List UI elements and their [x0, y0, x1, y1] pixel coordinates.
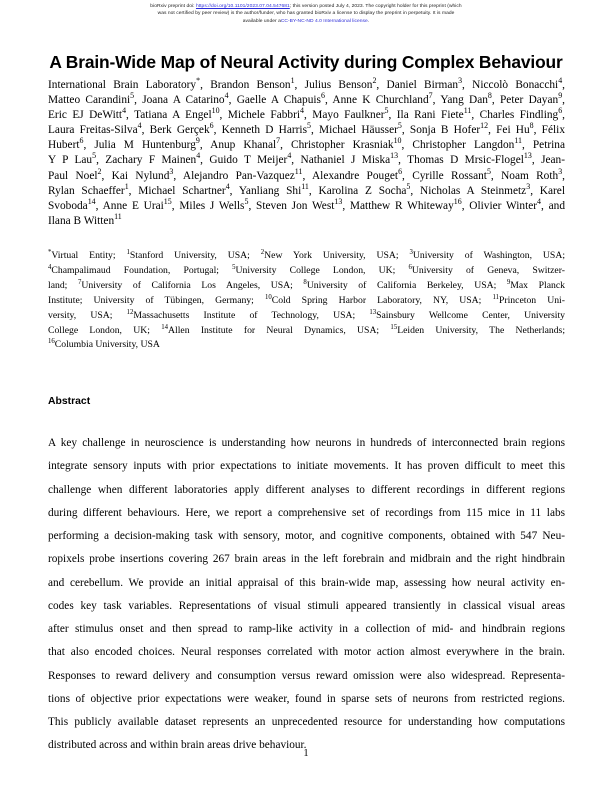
- abstract-line-5: performing a decision-making task with sensory, motor, and cognitive components, obtained with 547 Neu-: [48, 530, 565, 542]
- author-line-4: Laura Freitas-Silva$^4$, Berk Gerçek$^6$, Kenneth D Harris$^5$, Michael Häusser$^5$, Sonja B Hofer$^{12}$, Fei Hu$^8$, Félix: [48, 121, 565, 137]
- affiliation-line-3: land; $^7$University of California Los Angeles, USA; $^8$University of California Berkeley, USA; $^9$Max Planck: [48, 278, 565, 291]
- abstract-line-4: during different behaviours. Here, we report a comprehensive set of recordings from 115 mice in 11 labs: [48, 506, 565, 519]
- affiliation-line-6: College London, UK; $^{14}$Allen Institute for Neural Dynamics, USA; $^{15}$Leiden University, The Netherlands;: [48, 323, 566, 336]
- abstract-line-7: and cerebellum. We provide an initial appraisal of this brain-wide map, assessing how neural activity en-: [48, 576, 565, 589]
- page-title: A Brain-Wide Map of Neural Activity during Complex Behaviour: [49, 51, 563, 72]
- banner-line-2: was not certified by peer review) is the author/funder, who has granted bioRxiv a license to display the preprint in perpetuity. It is made: [157, 11, 455, 17]
- affiliation-line-7: $^{16}$Columbia University, USA: [48, 338, 160, 351]
- abstract-line-2: integrate sensory inputs with prior expectations to initiate movements. It has proven difficult to meet this: [48, 460, 565, 473]
- banner-license-suffix: .: [367, 18, 370, 24]
- abstract-line-11: Responses to reward delivery and consumption versus reward omission were also widespread. Representa-: [48, 669, 565, 682]
- abstract-heading: Abstract: [48, 396, 91, 407]
- doi-link[interactable]: https://doi.org/10.1101/2023.07.04.547681: [195, 4, 290, 9]
- abstract-line-14: distributed across and within brain areas drive behaviour.: [48, 739, 307, 752]
- author-line-3: Eric EJ DeWitt$^4$, Tatiana A Engel$^{10}$, Michele Fabbri$^4$, Mayo Faulkner$^5$, Ila Rani Fiete$^{11}$, Charles Findling$^6$,: [48, 106, 566, 122]
- abstract-line-13: This publicly available dataset represents an unprecedented resource for understanding how computations: [48, 716, 565, 728]
- abstract-line-9: after stimulus onset and then spread to ramp-like activity in a collection of mid- and hindbrain regions: [48, 623, 565, 635]
- abstract-line-6: ropixels probe insertions covering 267 brain areas in the left forebrain and midbrain and the right hindbrain: [48, 553, 565, 566]
- author-line-1: International Brain Laboratory*, Brandon Benson$^1$, Julius Benson$^2$, Daniel Birman$^3$, Niccolò Bonacchi$^4$,: [48, 76, 565, 91]
- abstract-line-8: codes key task variables. Representations of visual stimuli appeared transiently in classical visual areas: [48, 599, 565, 612]
- banner-line-1: [0, 3, 612, 10]
- affiliation-line-5: versity, USA; $^{12}$Massachusetts Institute of Technology, USA; $^{13}$Sainsbury Wellcome Center, University: [48, 308, 565, 321]
- author-line-7: Paul Noel$^2$, Kai Nylund$^3$, Alejandro Pan-Vazquez$^{11}$, Alexandre Pouget$^6$, Cyrille Rossant$^5$, Noam Roth$^3$,: [48, 166, 565, 182]
- author-line-10: Ilana B Witten$^{11}$: [48, 212, 122, 227]
- banner-license-prefix: available under a: [242, 18, 281, 24]
- page-number: 1: [303, 748, 309, 759]
- affiliation-line-1: *Virtual Entity; $^1$Stanford University, USA; $^2$New York University, USA; $^3$University of Washington, USA;: [48, 248, 566, 261]
- banner-doi-prefix: bioRxiv preprint doi:: [150, 4, 196, 9]
- license-link[interactable]: CC-BY-NC-ND 4.0 International license: [280, 18, 368, 24]
- abstract-line-3: challenge when different laboratories apply different analyses to different recordings in different regions: [48, 483, 565, 496]
- affiliation-line-4: Institute; University of Tübingen, Germany; $^{10}$Cold Spring Harbor Laboratory, NY, USA; $^{11}$Princeton Uni-: [48, 293, 565, 306]
- abstract-line-10: that also encoded choices. Neural responses correlated with motor action almost everywhere in the brain.: [48, 646, 565, 659]
- affiliation-line-2: $^4$Champalimaud Foundation, Portugal; $^5$University College London, UK; $^6$University of Geneva, Switzer-: [48, 263, 565, 276]
- banner-doi-suffix: ; this version posted July 4, 2023. The copyright holder for this preprint (which: [289, 4, 462, 9]
- author-line-2: Matteo Carandini$^5$, Joana A Catarino$^4$, Gaelle A Chapuis$^6$, Anne K Churchland$^7$, Yang Dan$^8$, Peter Dayan$^9$,: [48, 91, 565, 107]
- preprint-banner: [0, 3, 612, 25]
- author-line-5: Hubert$^6$, Julia M Huntenburg$^9$, Anup Khanal$^7$, Christopher Krasniak$^{10}$, Christopher Langdon$^{11}$, Petrina: [48, 136, 565, 152]
- author-line-6: Y P Lau$^5$, Zachary F Mainen$^4$, Guido T Meijer$^4$, Nathaniel J Miska$^{13}$, Thomas D Mrsic-Flogel$^{13}$, Jean-: [48, 151, 566, 167]
- affiliation-list: [48, 249, 565, 353]
- abstract-body: [48, 432, 565, 758]
- banner-line-3: [0, 18, 612, 25]
- abstract-line-12: tions of objective prior expectations were weaker, found in sparse sets of neurons from restricted regions.: [48, 692, 565, 705]
- abstract-line-1: A key challenge in neuroscience is understanding how neurons in hundreds of interconnected brain regions: [48, 437, 565, 449]
- author-line-9: Svoboda$^{14}$, Anne E Urai$^{15}$, Miles J Wells$^5$, Steven Jon West$^{13}$, Matthew R Whiteway$^{16}$, Olivier Winter$^4$, and: [48, 196, 565, 212]
- author-list: [48, 78, 565, 229]
- author-line-8: Rylan Schaeffer$^1$, Michael Schartner$^4$, Yanliang Shi$^{11}$, Karolina Z Socha$^5$, Nicholas A Steinmetz$^3$, Karel: [48, 181, 565, 197]
